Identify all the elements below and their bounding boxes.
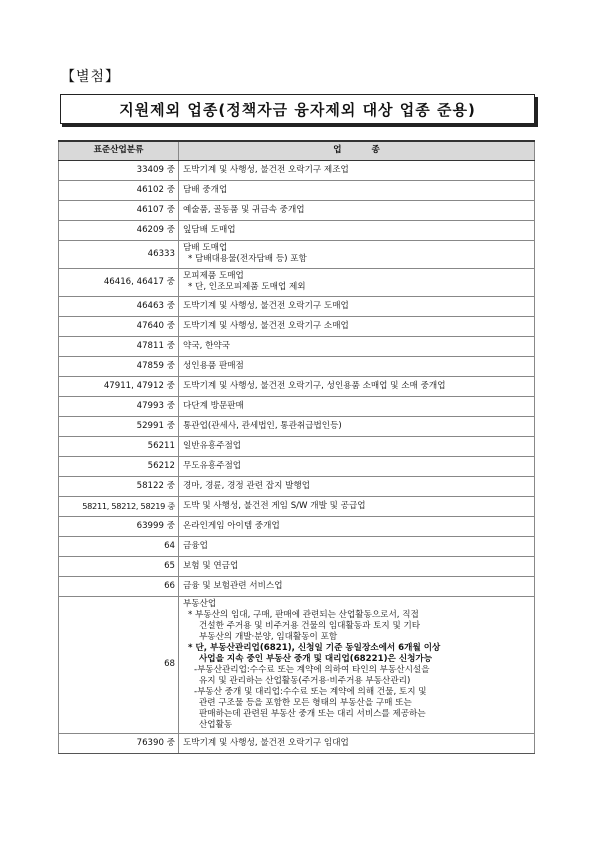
header-code: 표준산업분류 bbox=[59, 141, 179, 160]
industry-code-cell: 65 bbox=[59, 556, 179, 576]
industry-code-cell: 33409 중 bbox=[59, 160, 179, 180]
industry-desc-cell bbox=[179, 316, 535, 336]
desc-line: 부동산업 bbox=[183, 598, 217, 609]
industry-code-cell: 46416, 46417 중 bbox=[59, 268, 179, 296]
desc-line: 도박기계 및 사행성, 불건전 오락기구 소매업 bbox=[183, 320, 349, 331]
industry-desc-cell bbox=[179, 496, 535, 516]
table-row bbox=[59, 376, 535, 396]
table-row bbox=[59, 336, 535, 356]
industry-code-cell: 46107 중 bbox=[59, 200, 179, 220]
table-row bbox=[59, 356, 535, 376]
table-row bbox=[59, 536, 535, 556]
desc-line: * 담배대용물(전자담배 등) 포함 bbox=[188, 254, 307, 264]
industry-code-cell: 68 bbox=[59, 596, 179, 733]
industry-desc-cell bbox=[179, 220, 535, 240]
industry-desc-cell bbox=[179, 296, 535, 316]
table-row bbox=[59, 576, 535, 596]
desc-line: 유지 및 관리하는 산업활동(주거용·비주거용 부동산관리) bbox=[199, 675, 411, 686]
desc-line: 일반유흥주점업 bbox=[183, 440, 242, 451]
desc-line: 다단계 방문판매 bbox=[183, 400, 244, 411]
desc-line: 사업을 지속 중인 부동산 중개 및 대리업(68221)은 신청가능 bbox=[199, 653, 433, 664]
industry-code-cell: 46102 중 bbox=[59, 180, 179, 200]
industry-desc-cell bbox=[179, 516, 535, 536]
industry-desc-cell bbox=[179, 733, 535, 753]
desc-line: 예술품, 골동품 및 귀금속 중개업 bbox=[183, 204, 305, 215]
table-row bbox=[59, 436, 535, 456]
table-row bbox=[59, 296, 535, 316]
desc-line: 무도유흥주점업 bbox=[183, 460, 242, 471]
table-row bbox=[59, 556, 535, 576]
table-row bbox=[59, 416, 535, 436]
desc-line: 부동산의 개발·분양, 임대활동이 포함 bbox=[199, 631, 338, 642]
page-title: 지원제외 업종(정책자금 융자제외 대상 업종 준용) bbox=[119, 100, 476, 119]
industry-desc-cell bbox=[179, 268, 535, 296]
industry-code-cell: 47859 중 bbox=[59, 356, 179, 376]
industry-code-cell: 58122 중 bbox=[59, 476, 179, 496]
desc-line: 관련 구조물 등을 포함한 모든 형태의 부동산을 구매 또는 bbox=[199, 697, 412, 708]
industry-desc-cell bbox=[179, 456, 535, 476]
desc-line: 도박 및 사행성, 불건전 게임 S/W 개발 및 공급업 bbox=[183, 500, 366, 511]
industry-code-cell: 66 bbox=[59, 576, 179, 596]
industry-code-cell: 56212 bbox=[59, 456, 179, 476]
industry-desc-cell bbox=[179, 336, 535, 356]
table-row bbox=[59, 396, 535, 416]
desc-line: 성인용품 판매점 bbox=[183, 360, 244, 371]
table-row bbox=[59, 496, 535, 516]
desc-line: 담배 중개업 bbox=[183, 184, 228, 195]
industry-code-cell: 63999 중 bbox=[59, 516, 179, 536]
desc-line: 판매하는데 관련된 부동산 중개 또는 대리 서비스를 제공하는 bbox=[199, 708, 426, 719]
industry-code-cell: 47993 중 bbox=[59, 396, 179, 416]
industry-desc-cell bbox=[179, 396, 535, 416]
desc-line: 온라인게임 아이템 중개업 bbox=[183, 520, 280, 531]
table-row bbox=[59, 516, 535, 536]
excluded-industries-table bbox=[58, 140, 535, 754]
table-row bbox=[59, 456, 535, 476]
attachment-label: 【별첨】 bbox=[61, 69, 121, 85]
industry-desc-cell bbox=[179, 356, 535, 376]
industry-code-cell: 47811 중 bbox=[59, 336, 179, 356]
industry-desc-cell bbox=[179, 476, 535, 496]
industry-desc-cell bbox=[179, 180, 535, 200]
desc-line: 도박기계 및 사행성, 불건전 오락기구, 성인용품 소매업 및 소매 중개업 bbox=[183, 380, 446, 391]
desc-line: 건설한 주거용 및 비주거용 건물의 임대활동과 토지 및 기타 bbox=[199, 620, 421, 631]
desc-line: 금융 및 보험관련 서비스업 bbox=[183, 580, 283, 591]
desc-line: 담배 도매업 bbox=[183, 243, 228, 253]
industry-desc-cell bbox=[179, 376, 535, 396]
industry-code-cell: 47640 중 bbox=[59, 316, 179, 336]
industry-desc-cell bbox=[179, 200, 535, 220]
table-row bbox=[59, 268, 535, 296]
desc-line: 산업활동 bbox=[199, 719, 233, 730]
desc-line: 모피제품 도매업 bbox=[183, 271, 244, 281]
table-row bbox=[59, 200, 535, 220]
table-row bbox=[59, 220, 535, 240]
desc-line: * 단, 부동산관리업(6821), 신청일 기준 동일장소에서 6개월 이상 bbox=[188, 642, 441, 653]
industry-desc-cell bbox=[179, 436, 535, 456]
industry-code-cell: 46333 bbox=[59, 240, 179, 268]
desc-line: 통관업(관세사, 관세법인, 통관취급법인등) bbox=[183, 420, 342, 431]
industry-desc-cell bbox=[179, 596, 535, 733]
industry-code-cell: 52991 중 bbox=[59, 416, 179, 436]
header-desc: 업 종 bbox=[179, 141, 535, 160]
industry-desc-cell bbox=[179, 576, 535, 596]
table-body bbox=[59, 160, 535, 753]
desc-line: 금융업 bbox=[183, 540, 208, 551]
desc-line: -부동산관리업:수수료 또는 계약에 의하여 타인의 부동산시설을 bbox=[194, 664, 430, 675]
desc-line: * 부동산의 임대, 구매, 판매에 관련되는 산업활동으로서, 직접 bbox=[188, 609, 419, 620]
industry-code-cell: 56211 bbox=[59, 436, 179, 456]
desc-line: 약국, 한약국 bbox=[183, 340, 230, 351]
industry-code-cell: 46463 중 bbox=[59, 296, 179, 316]
industry-desc-cell bbox=[179, 240, 535, 268]
industry-code-cell: 46209 중 bbox=[59, 220, 179, 240]
industry-desc-cell bbox=[179, 536, 535, 556]
desc-line: * 단, 인조모피제품 도매업 제외 bbox=[188, 282, 306, 292]
table-row bbox=[59, 316, 535, 336]
industry-code-cell: 47911, 47912 중 bbox=[59, 376, 179, 396]
title-box bbox=[60, 94, 535, 124]
table-row bbox=[59, 240, 535, 268]
table-header-row bbox=[59, 141, 535, 160]
table-row bbox=[59, 596, 535, 733]
table-row bbox=[59, 733, 535, 753]
desc-line: 도박기계 및 사행성, 불건전 오락기구 임대업 bbox=[183, 737, 349, 748]
desc-line: 잎담배 도매업 bbox=[183, 224, 236, 235]
industry-code-cell: 58211, 58212, 58219 중 bbox=[59, 496, 179, 516]
industry-code-cell: 64 bbox=[59, 536, 179, 556]
table-row bbox=[59, 160, 535, 180]
industry-desc-cell bbox=[179, 160, 535, 180]
table-row bbox=[59, 180, 535, 200]
table-row bbox=[59, 476, 535, 496]
industry-desc-cell bbox=[179, 416, 535, 436]
desc-line: 도박기계 및 사행성, 불건전 오락기구 제조업 bbox=[183, 164, 349, 175]
desc-line: 보험 및 연금업 bbox=[183, 560, 239, 571]
industry-desc-cell bbox=[179, 556, 535, 576]
industry-code-cell: 76390 중 bbox=[59, 733, 179, 753]
desc-line: 도박기계 및 사행성, 불건전 오락기구 도매업 bbox=[183, 300, 349, 311]
desc-line: -부동산 중개 및 대리업:수수료 또는 계약에 의해 건물, 토지 및 bbox=[194, 686, 427, 697]
desc-line: 경마, 경륜, 경정 관련 잡지 발행업 bbox=[183, 480, 311, 491]
